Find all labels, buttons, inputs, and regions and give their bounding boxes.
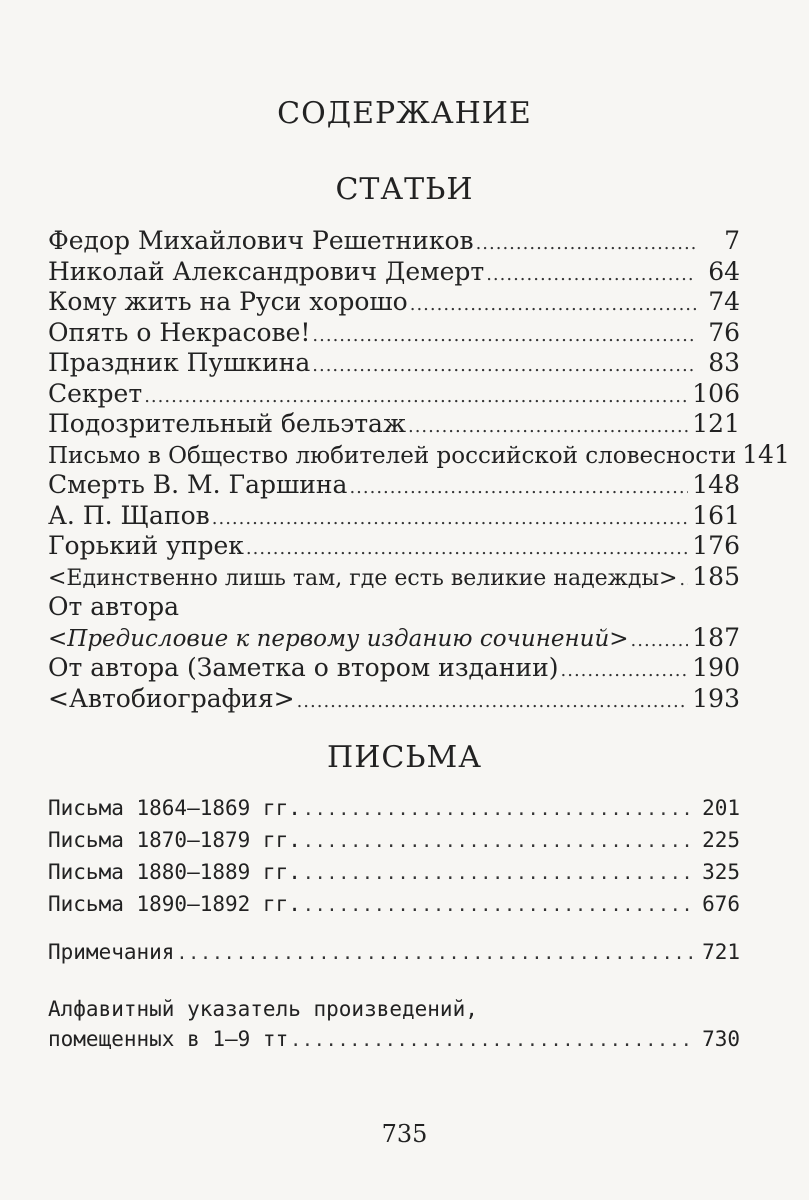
section-heading-articles: СТАТЬИ [335,172,474,207]
toc-entry[interactable] [48,684,740,715]
dot-leader [349,473,688,503]
entry-title: Кому жить на Руси хорошо [48,287,408,316]
toc-letters [48,793,740,921]
dot-leader [246,534,688,564]
toc-entry[interactable] [48,793,740,825]
toc-entry[interactable] [48,439,790,471]
dot-leader [486,260,696,290]
entry-page: 176 [692,531,740,560]
entry-title: Горький упрек [48,531,244,560]
entry-page: 201 [702,796,740,820]
toc-entry[interactable] [48,937,740,969]
dot-leader [476,229,696,259]
toc-notes [48,937,740,969]
entry-title: Секрет [48,378,143,408]
toc-entry[interactable] [48,501,740,532]
page-number: 735 [381,1120,428,1148]
section-heading-letters: ПИСЬМА [327,740,482,775]
entry-title: От автора [48,592,180,621]
entry-page: 141 [742,439,790,469]
toc-entry[interactable] [48,825,740,857]
toc-entry[interactable] [48,857,740,889]
dot-leader [312,351,696,381]
toc-entry[interactable] [48,531,740,562]
toc-entry[interactable] [48,287,740,318]
entry-page: 187 [692,622,740,652]
entry-title: Смерть В. М. Гаршина [48,470,348,499]
dot-leader [312,321,696,351]
dot-leader [176,939,696,969]
toc-entry[interactable] [48,653,740,684]
entry-title: <Единственно лишь там, где есть великие надежды> [48,565,678,591]
dot-leader [303,827,696,857]
dot-leader [297,687,689,717]
toc-entry[interactable] [48,1024,740,1056]
entry-title: Опять о Некрасове! [48,317,311,347]
entry-page: 676 [702,892,740,916]
page-title: СОДЕРЖАНИЕ [277,96,532,131]
entry-page: 148 [692,470,740,499]
entry-title: Праздник Пушкина [48,348,311,377]
entry-title: Письма 1870—1879 гг. [48,828,301,852]
dot-leader [303,795,696,825]
entry-page: 185 [692,561,740,591]
entry-title: Письма 1880—1889 гг. [48,860,301,884]
toc-entry[interactable] [48,257,740,288]
entry-page: 106 [692,378,740,408]
entry-page: 325 [702,860,740,884]
toc-entry[interactable] [48,409,740,440]
dot-leader [631,626,689,656]
entry-title-line-1: Алфавитный указатель произведений, [48,997,478,1021]
toc-entry[interactable] [48,318,740,349]
entry-title: <Предисловие к первому изданию сочинений> [48,625,629,652]
entry-title: Письма 1864—1869 гг. [48,796,301,820]
entry-title-line-2: помещенных в 1—9 тт [48,1027,289,1051]
entry-title: Николай Александрович Демерт [48,256,485,286]
entry-page: 225 [702,828,740,852]
entry-title: Письмо в Общество любителей российской словесности [48,442,737,469]
entry-page: 190 [692,653,740,682]
toc-entry[interactable] [48,348,740,379]
entry-page: 730 [702,1027,740,1051]
toc-entry[interactable] [48,592,740,623]
entry-title: Подозрительный бельэтаж [48,409,406,438]
dot-leader [303,891,696,921]
entry-title: Федор Михайлович Решетников [48,226,474,255]
entry-page: 193 [692,683,740,713]
entry-title: <Автобиография> [48,683,295,713]
entry-page: 161 [692,500,740,530]
dot-leader [290,1026,696,1056]
entry-page: 721 [702,940,740,964]
entry-page: 74 [708,287,740,316]
entry-title: Примечания [48,940,175,964]
entry-title: От автора (Заметка о втором издании) [48,653,559,682]
dot-leader [303,859,696,889]
toc-entry[interactable] [48,226,740,257]
entry-page: 7 [724,226,740,255]
entry-page: 64 [708,256,740,286]
dot-leader [561,656,689,686]
entry-title: А. П. Щапов [48,500,210,530]
dot-leader [410,290,696,320]
entry-page: 76 [708,317,740,347]
entry-page: 121 [692,409,740,438]
toc-entry[interactable] [48,889,740,921]
dot-leader [679,565,688,595]
toc-entry[interactable] [48,379,740,410]
dot-leader [144,382,688,412]
dot-leader [408,412,688,442]
toc-entry[interactable] [48,623,740,654]
toc-entry[interactable] [48,470,740,501]
dot-leader [212,504,689,534]
toc-entry[interactable] [48,562,740,593]
toc-index [48,994,740,1056]
toc-articles [48,226,790,714]
entry-title: Письма 1890—1892 гг. [48,892,301,916]
entry-page: 83 [708,348,740,377]
